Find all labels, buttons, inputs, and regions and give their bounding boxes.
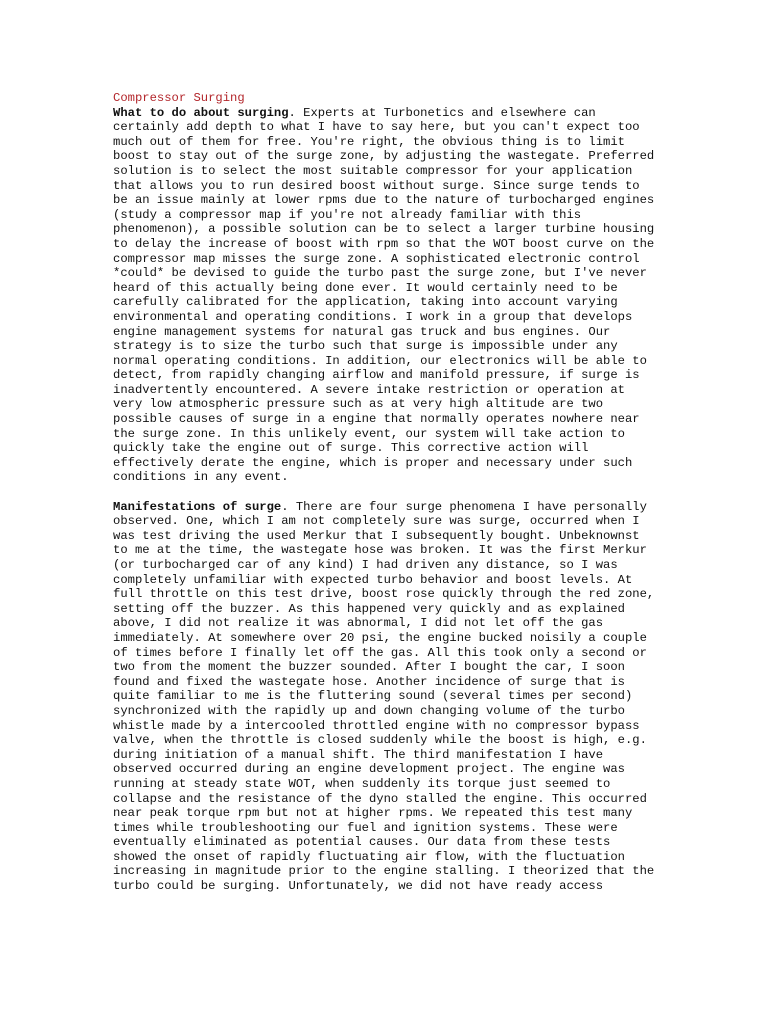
paragraph-body: . There are four surge phenomena I have personally observed. One, which I am not completely sure was surge, occurred when I was test driving the used Merkur that I subsequently bought. Unbeknownst to me at the time, the wastegate hose was broken. It was the first Merkur (or turbocharged car of any kind) I had driven any distance, so I was completely unfamiliar with expected turbo behavior and boost levels. At full throttle on this test drive, boost rose quickly through the red zone, setting off the buzzer. As this happened very quickly and as explained above, I did not realize it was abnormal, I did not let off the gas immediately. At somewhere over 20 psi, the engine bucked noisily a couple of times before I finally let off the gas. All this took only a second or two from the moment the buzzer sounded. After I bought the car, I soon found and fixed the wastegate hose. Another incidence of surge that is quite familiar to me is the fluttering sound (several times per second) synchronized with the rapidly up and down changing volume of the turbo whistle made by a intercooled throttled engine with no compressor bypass valve, when the throttle is closed suddenly while the boost is high, e.g. during initiation of a manual shift. The third manifestation I have observed occurred during an engine development project. The engine was running at steady state WOT, when suddenly its torque just seemed to collapse and the resistance of the dyno stalled the engine. This occurred near peak torque rpm but not at higher rpms. We repeated this test many times while troubleshooting our fuel and ignition systems. These were eventually eliminated as potential causes. Our data from these tests showed the onset of rapidly fluctuating air flow, with the fluctuation increasing in magnitude prior to the engine stalling. I theorized that the turbo could be surging. Unfortunately, we did not have ready access [113,499,655,894]
document-title: Compressor Surging [113,91,245,105]
document-page [113,91,658,894]
paragraph-heading: Manifestations of surge [113,499,282,514]
paragraph-heading: What to do about surging [113,105,289,120]
paragraph-surge-manifestations [113,500,658,894]
paragraph-body: . Experts at Turbonetics and elsewhere can certainly add depth to what I have to say here, but you can't expect too much out of them for free. You're right, the obvious thing is to limit boost to stay out of the surge zone, by adjusting the wastegate. Preferred solution is to select the most suitable compressor for your application that allows you to run desired boost without surge. Since surge tends to be an issue mainly at lower rpms due to the nature of turbocharged engines (study a compressor map if you're not already familiar with this phenomenon), a possible solution can be to select a larger turbine housing to delay the increase of boost with rpm so that the WOT boost curve on the compressor map misses the surge zone. A sophisticated electronic control *could* be devised to guide the turbo past the surge zone, but I've never heard of this actually being done ever. It would certainly need to be carefully calibrated for the application, taking into account varying environmental and operating conditions. I work in a group that develops engine management systems for natural gas truck and bus engines. Our strategy is to size the turbo such that surge is impossible under any normal operating conditions. In addition, our electronics will be able to detect, from rapidly changing airflow and manifold pressure, if surge is inadvertently encountered. A severe intake restriction or operation at very low atmospheric pressure such as at very high altitude are two possible causes of surge in a engine that normally operates nowhere near the surge zone. In this unlikely event, our system will take action to quickly take the engine out of surge. This corrective action will effectively derate the engine, which is proper and necessary under such conditions in any event. [113,105,655,485]
paragraph-surging-remedies [113,106,658,485]
